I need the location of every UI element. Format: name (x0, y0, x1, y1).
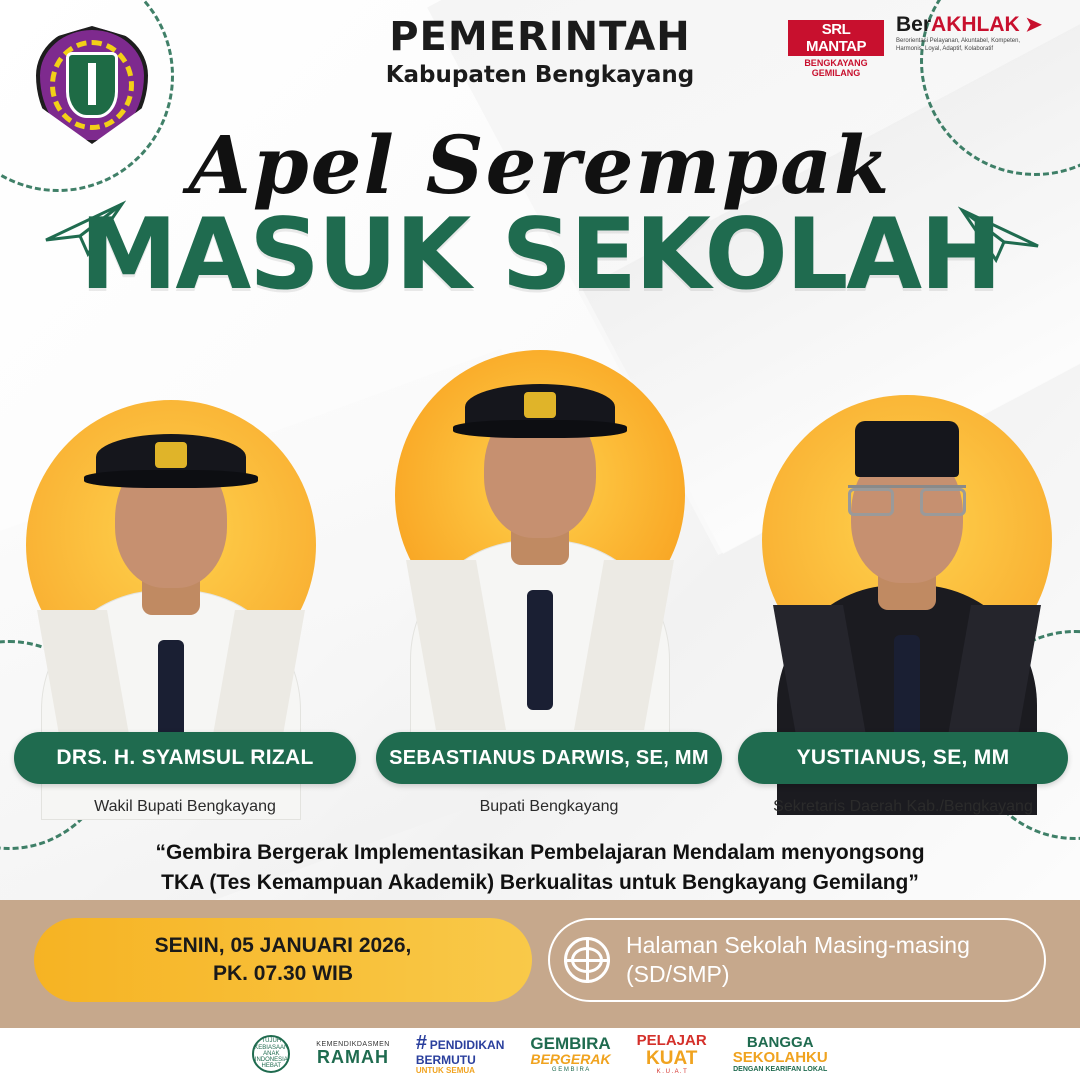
role-label-3: Sekretaris Daerah Kab./Bengkayang (773, 798, 1033, 815)
footer-logo-ramah (316, 1041, 390, 1067)
name-plate-2: SEBASTIANUS DARWIS, SE, MM (376, 732, 722, 784)
footer-ramah-top: KEMENDIKDASMEN (316, 1040, 390, 1048)
footer-pdd-l1: PENDIDIKAN (429, 1038, 505, 1052)
event-date-line1: SENIN, 05 JANUARI 2026, (154, 933, 412, 957)
footer-gembira-l2: BERGERAK (530, 1051, 611, 1068)
header-line2: Kabupaten Bengkayang (385, 62, 695, 88)
footer-logo-pendidikan-bermutu (416, 1033, 505, 1075)
footer-ramah-big: RAMAH (317, 1047, 390, 1068)
footer-pelajar-l2: KUAT (646, 1047, 698, 1069)
event-place-text (626, 931, 970, 989)
footer-logo-pelajar-kuat (637, 1033, 707, 1075)
name-plate-3: YUSTIANUS, SE, MM (738, 732, 1068, 784)
footer-bangga-l2: SEKOLAHKU (732, 1049, 828, 1067)
event-date-pill (34, 918, 532, 1002)
hash-icon: # (415, 1032, 427, 1054)
role-label-1: Wakil Bupati Bengkayang (94, 798, 276, 815)
footer-logo-gembira-bergerak (530, 1035, 610, 1074)
footer-bangga-l1: BANGGA (746, 1033, 814, 1051)
chevron-icon: ➤ (1025, 14, 1042, 36)
event-place-line1: Halaman Sekolah Masing-masing (626, 932, 970, 959)
quote-line-1: “Gembira Bergerak Implementasikan Pembelajaran Mendalam menyongsong (155, 841, 925, 864)
footer-logo-tujuh-kebiasaan-icon: TUJUH KEBIASAAN ANAK INDONESIA HEBAT (252, 1035, 290, 1073)
script-title: Apel Serempak (188, 118, 892, 212)
badge-berakhlak (896, 13, 1042, 53)
event-date-line2: PK. 07.30 WIB (212, 962, 354, 985)
quote-block (70, 838, 1010, 899)
name-plate-1: DRS. H. SYAMSUL RIZAL (14, 732, 356, 784)
footer-gembira-l3: G E M B I R A (551, 1067, 590, 1074)
footer-pelajar-l1: PELAJAR (636, 1032, 707, 1049)
quote-line-2: TKA (Tes Kemampuan Akademik) Berkualitas untuk Bengkayang Gemilang” (161, 871, 919, 895)
footer-pdd-l2: BERMUTU (415, 1053, 476, 1067)
portrait-group (0, 300, 1080, 770)
badge-srl-line2: BENGKAYANG GEMILANG (804, 58, 868, 78)
badge-srl-mantap (788, 20, 884, 78)
footer-gembira-l1: GEMBIRA (530, 1033, 611, 1053)
footer-logo-strip (0, 1028, 1080, 1080)
footer-pdd-l3: UNTUK SEMUA (415, 1065, 475, 1075)
role-label-2: Bupati Bengkayang (479, 798, 619, 815)
globe-icon (564, 937, 610, 983)
badge-srl-line1: SRL MANTAP (788, 20, 884, 56)
portrait-person-2 (375, 310, 705, 770)
page-title: MASUK SEKOLAH (79, 198, 1001, 312)
footer-logo-bangga-sekolahku (733, 1035, 828, 1074)
portrait-figure (375, 340, 705, 770)
badge-akhlak-subtitle: Berorientasi Pelayanan, Akuntabel, Kompeten, Harmonis, Loyal, Adaptif, Kolaboratif (896, 38, 1021, 52)
event-place-line2: (SD/SMP) (626, 961, 730, 987)
badge-akhlak-main: BerAKHLAK (896, 13, 1020, 36)
footer-bangga-l3: DENGAN KEARIFAN LOKAL (733, 1066, 828, 1074)
footer-pelajar-l3: K . U . A . T (656, 1068, 687, 1075)
event-place-pill (548, 918, 1046, 1002)
header-line1: PEMERINTAH (389, 14, 691, 60)
